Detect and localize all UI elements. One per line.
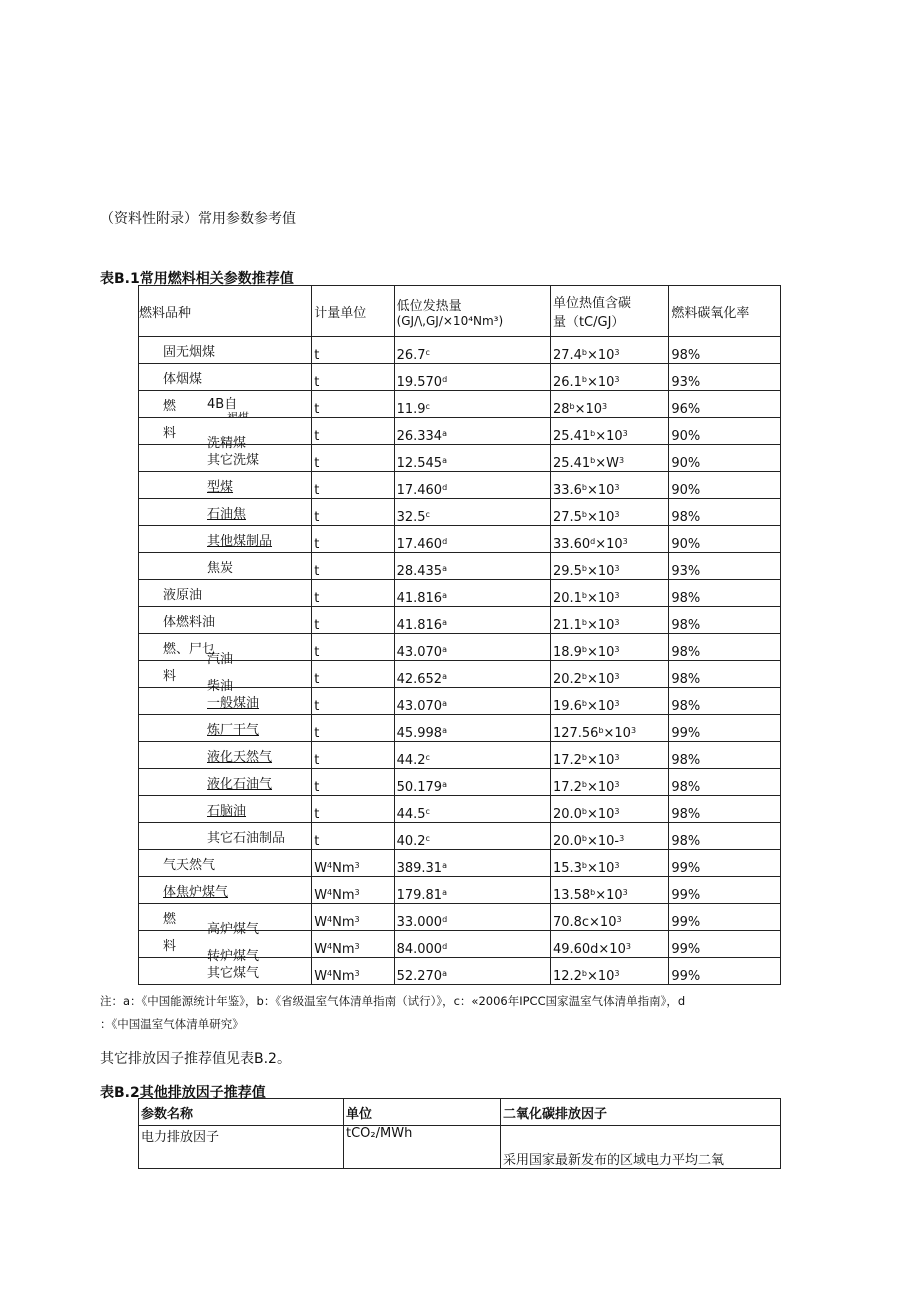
factor-cell: 采用国家最新发布的区域电力平均二氧 [501, 1126, 781, 1169]
fuel-name: 一般煤油 [207, 696, 260, 711]
table-row [139, 337, 781, 364]
unit-cell: t [312, 418, 394, 445]
carbon-content-cell: $13.58^b\times 10^3$ [550, 877, 668, 904]
oxidation-rate-cell: 98% [669, 769, 781, 796]
table-header-row [139, 1099, 781, 1126]
fuel-name-cell [139, 958, 312, 985]
oxidation-rate-cell: 98% [669, 742, 781, 769]
fuel-name-cell [139, 715, 312, 742]
ncv-cell: 19.570$^d$ [394, 364, 550, 391]
table-row [139, 823, 781, 850]
table-row [139, 850, 781, 877]
fuel-name-cell [139, 877, 312, 904]
ncv-cell: 12.545$^a$ [394, 445, 550, 472]
table-row [139, 661, 781, 688]
carbon-content-cell: $33.6^b\times 10^3$ [550, 472, 668, 499]
oxidation-rate-cell: 98% [669, 688, 781, 715]
oxidation-rate-cell: 93% [669, 364, 781, 391]
table-row [139, 904, 781, 931]
ncv-cell: 41.816$^a$ [394, 607, 550, 634]
unit-cell: t [312, 688, 394, 715]
header-oxidation-rate: 燃料碳氧化率 [669, 286, 781, 337]
fuel-name: 其它石油制品 [207, 831, 286, 846]
unit-cell: t [312, 553, 394, 580]
table-row [139, 769, 781, 796]
carbon-content-cell: $25.41^b\times 10^3$ [550, 418, 668, 445]
oxidation-rate-cell: 98% [669, 499, 781, 526]
fuel-name: 石油焦 [207, 507, 247, 522]
ncv-cell: 84.000$^d$ [394, 931, 550, 958]
unit-cell: $W^4Nm^3$ [312, 931, 394, 958]
fuel-name: 其它煤气 [207, 966, 260, 981]
ncv-cell: 44.2$^c$ [394, 742, 550, 769]
table-row [139, 418, 781, 445]
fuel-name-cell [139, 661, 312, 694]
fuel-name: 料 [163, 939, 177, 954]
ncv-cell: 11.9$^c$ [394, 391, 550, 418]
fuel-name-cell [139, 391, 312, 424]
table-row [139, 742, 781, 769]
fuel-name: 其它洗煤 [207, 453, 260, 468]
fuel-name-cell [139, 904, 312, 937]
fuel-name-cell [139, 850, 312, 877]
fuel-parameters-table [138, 285, 781, 985]
fuel-subname: 4B自 [207, 397, 238, 412]
carbon-content-cell: $12.2^b\times 10^3$ [550, 958, 668, 985]
table-row [139, 607, 781, 634]
oxidation-rate-cell: 98% [669, 661, 781, 688]
reference-paragraph: 其它排放因子推荐值见表B.2。 [100, 1051, 291, 1067]
fuel-name: 液化天然气 [207, 750, 273, 765]
header-carbon-content: 单位热值含碳 量（tC/GJ） [550, 286, 668, 337]
fuel-name: 体烟煤 [163, 372, 203, 387]
unit-cell: t [312, 499, 394, 526]
ncv-cell: 28.435$^a$ [394, 553, 550, 580]
fuel-name: 料 [163, 426, 177, 441]
table-row [139, 688, 781, 715]
carbon-content-cell: $17.2^b\times 10^3$ [550, 742, 668, 769]
carbon-content-cell: $18.9^b\times 10^3$ [550, 634, 668, 661]
unit-cell: t [312, 472, 394, 499]
header-ncv: 低位发热量 (GJ/\,GJ/×10⁴Nm³) [394, 286, 550, 337]
oxidation-rate-cell: 96% [669, 391, 781, 418]
carbon-content-cell: 20.0$^b$×10-$^3$ [550, 823, 668, 850]
fuel-name-cell [139, 499, 312, 526]
carbon-content-cell: $27.4^b\times 10^3$ [550, 337, 668, 364]
oxidation-rate-cell: 90% [669, 445, 781, 472]
fuel-name-cell [139, 418, 312, 451]
fuel-name-cell [139, 472, 312, 499]
carbon-content-cell: $17.2^b\times 10^3$ [550, 769, 668, 796]
header-unit: 单位 [344, 1099, 501, 1126]
fuel-name-cell [139, 445, 312, 472]
table-row [139, 445, 781, 472]
ncv-cell: 43.070$^a$ [394, 634, 550, 661]
fuel-name: 焦炭 [207, 561, 234, 576]
ncv-cell: 26.334$^a$ [394, 418, 550, 445]
table-row [139, 634, 781, 661]
oxidation-rate-cell: 90% [669, 418, 781, 445]
carbon-content-cell: $20.2^b\times 10^3$ [550, 661, 668, 688]
fuel-name-cell [139, 931, 312, 964]
header-fuel-type: 燃料品种 [139, 286, 312, 337]
oxidation-rate-cell: 90% [669, 526, 781, 553]
fuel-name: 液化石油气 [207, 777, 273, 792]
ncv-cell: 17.460$^d$ [394, 526, 550, 553]
ncv-cell: 179.81$^a$ [394, 877, 550, 904]
fuel-name-cell [139, 553, 312, 580]
fuel-name: 液原油 [163, 588, 203, 603]
appendix-title: （资料性附录）常用参数参考值 [100, 211, 296, 227]
table-row [139, 391, 781, 418]
fuel-name-cell [139, 634, 312, 667]
unit-cell: t [312, 796, 394, 823]
ncv-cell: 44.5$^c$ [394, 796, 550, 823]
carbon-content-cell: $25.41^b\times W^3$ [550, 445, 668, 472]
oxidation-rate-cell: 90% [669, 472, 781, 499]
oxidation-rate-cell: 98% [669, 634, 781, 661]
unit-cell: tCO₂/MWh [344, 1126, 501, 1169]
fuel-name: 体焦炉煤气 [163, 885, 229, 900]
fuel-name: 炼厂干气 [207, 723, 260, 738]
fuel-name: 其他煤制品 [207, 534, 273, 549]
fuel-name: 气天然气 [163, 858, 216, 873]
ncv-cell: 40.2$^c$ [394, 823, 550, 850]
oxidation-rate-cell: 99% [669, 877, 781, 904]
emission-factor-table [138, 1098, 781, 1169]
table-row [139, 931, 781, 958]
fuel-subname: 高炉煤气 [207, 922, 260, 937]
unit-cell: t [312, 769, 394, 796]
unit-cell: t [312, 580, 394, 607]
carbon-content-cell: $15.3^b\times 10^3$ [550, 850, 668, 877]
carbon-content-cell: $20.1^b\times 10^3$ [550, 580, 668, 607]
carbon-content-cell: $21.1^b\times 10^3$ [550, 607, 668, 634]
unit-cell: $W^4Nm^3$ [312, 958, 394, 985]
oxidation-rate-cell: 99% [669, 904, 781, 931]
fuel-subname: 洗精煤 [207, 436, 247, 451]
ncv-cell: 32.5$^c$ [394, 499, 550, 526]
table-row [139, 364, 781, 391]
table-row [139, 553, 781, 580]
table-row [139, 472, 781, 499]
table-row [139, 958, 781, 985]
unit-cell: $W^4Nm^3$ [312, 877, 394, 904]
unit-cell: t [312, 823, 394, 850]
fuel-name-cell [139, 526, 312, 553]
ncv-cell: 43.070$^a$ [394, 688, 550, 715]
oxidation-rate-cell: 99% [669, 958, 781, 985]
header-unit: 计量单位 [312, 286, 394, 337]
ncv-cell: 45.998$^a$ [394, 715, 550, 742]
fuel-name-cell [139, 607, 312, 634]
ncv-cell: 26.7$^c$ [394, 337, 550, 364]
carbon-content-cell: $19.6^b\times 10^3$ [550, 688, 668, 715]
ncv-cell: 50.179$^a$ [394, 769, 550, 796]
oxidation-rate-cell: 98% [669, 796, 781, 823]
carbon-content-cell: $27.5^b\times 10^3$ [550, 499, 668, 526]
unit-cell: t [312, 715, 394, 742]
fuel-name-cell [139, 580, 312, 607]
table-header-row [139, 286, 781, 337]
oxidation-rate-cell: 98% [669, 823, 781, 850]
fuel-name-cell [139, 742, 312, 769]
table-row [139, 796, 781, 823]
unit-cell: t [312, 607, 394, 634]
ncv-cell: 389.31$^a$ [394, 850, 550, 877]
ncv-cell: 52.270$^a$ [394, 958, 550, 985]
fuel-subname: 柴油 [207, 679, 234, 694]
table2-caption: 表B.2其他排放因子推荐值 [100, 1085, 266, 1101]
oxidation-rate-cell: 93% [669, 553, 781, 580]
fuel-name-cell [139, 688, 312, 715]
table-row [139, 499, 781, 526]
fuel-name: 燃、尸乜 [163, 642, 216, 657]
fuel-name-cell [139, 364, 312, 391]
ncv-cell: 33.000$^d$ [394, 904, 550, 931]
param-name-cell: 电力排放因子 [139, 1126, 344, 1169]
fuel-name-cell [139, 823, 312, 850]
fuel-subname: 汽油 [207, 652, 234, 667]
fuel-name-cell [139, 337, 312, 364]
unit-cell: t [312, 364, 394, 391]
carbon-content-cell: $33.60^d\times 10^3$ [550, 526, 668, 553]
oxidation-rate-cell: 98% [669, 580, 781, 607]
oxidation-rate-cell: 99% [669, 850, 781, 877]
fuel-name: 型煤 [207, 480, 234, 495]
unit-cell: $W^4Nm^3$ [312, 850, 394, 877]
table-row [139, 1126, 781, 1169]
unit-cell: t [312, 391, 394, 418]
oxidation-rate-cell: 98% [669, 337, 781, 364]
unit-cell: t [312, 526, 394, 553]
unit-cell: t [312, 337, 394, 364]
fuel-name: 料 [163, 669, 177, 684]
table-note: 注：a：《中国能源统计年鉴》，b：《省级温室气体清单指南（试行）》，c：«2006年IPCC国家温室气体清单指南》，d ：《中国温室气体清单研究》 [100, 994, 686, 1031]
fuel-name: 燃 [163, 399, 177, 414]
header-param-name: 参数名称 [139, 1099, 344, 1126]
unit-cell: t [312, 661, 394, 688]
oxidation-rate-cell: 99% [669, 931, 781, 958]
table-row [139, 526, 781, 553]
table1-caption: 表B.1常用燃料相关参数推荐值 [100, 271, 294, 287]
unit-cell: t [312, 742, 394, 769]
ncv-cell: 41.816$^a$ [394, 580, 550, 607]
table-row [139, 715, 781, 742]
carbon-content-cell: $28^b\times 10^3$ [550, 391, 668, 418]
ncv-cell: 42.652$^a$ [394, 661, 550, 688]
carbon-content-cell: $70.8c\times 10^3$ [550, 904, 668, 931]
carbon-content-cell: $49.60d\times 10^3$ [550, 931, 668, 958]
table-row [139, 877, 781, 904]
header-co2-factor: 二氧化碳排放因子 [501, 1099, 781, 1126]
fuel-subname: 转炉煤气 [207, 949, 260, 964]
fuel-name: 石脑油 [207, 804, 247, 819]
fuel-name: 体燃料油 [163, 615, 216, 630]
table-row [139, 580, 781, 607]
fuel-name-cell [139, 769, 312, 796]
unit-cell: t [312, 634, 394, 661]
fuel-name: 燃 [163, 912, 177, 927]
ncv-cell: 17.460$^d$ [394, 472, 550, 499]
oxidation-rate-cell: 98% [669, 607, 781, 634]
carbon-content-cell: $26.1^b\times 10^3$ [550, 364, 668, 391]
carbon-content-cell: $127.56^b\times 10^3$ [550, 715, 668, 742]
carbon-content-cell: $20.0^b\times 10^3$ [550, 796, 668, 823]
fuel-name: 固无烟煤 [163, 345, 216, 360]
unit-cell: $W^4Nm^3$ [312, 904, 394, 931]
oxidation-rate-cell: 99% [669, 715, 781, 742]
fuel-name-cell [139, 796, 312, 823]
unit-cell: t [312, 445, 394, 472]
fuel-subname-extra: 褐煤 [227, 411, 249, 424]
carbon-content-cell: $29.5^b\times 10^3$ [550, 553, 668, 580]
